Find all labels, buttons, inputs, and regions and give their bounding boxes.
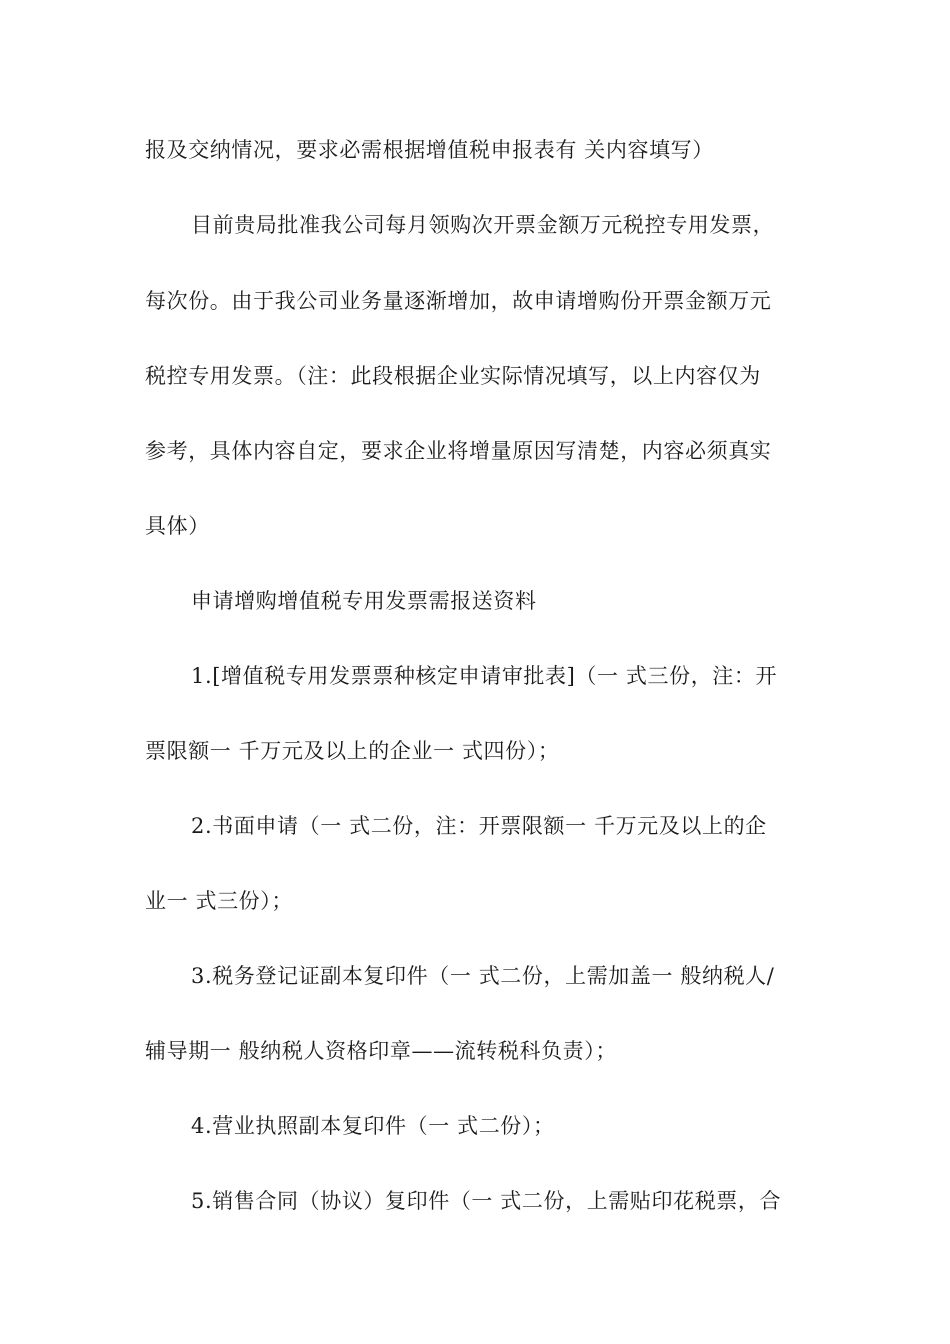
list-item-4: 4.营业执照副本复印件（一 式二份）； (191, 1114, 555, 1138)
text-line-4: 税控专用发票。（注：此段根据企业实际情况填写，以上内容仅为 (145, 364, 761, 388)
list-item-1-line-2: 票限额一 千万元及以上的企业一 式四份）； (145, 739, 560, 763)
text-line-3: 每次份。由于我公司业务量逐渐增加，故申请增购份开票金额万元 (145, 289, 772, 313)
list-item-3-line-2: 辅导期一 般纳税人资格印章——流转税科负责）； (145, 1039, 617, 1063)
text-line-1: 报及交纳情况，要求必需根据增值税申报表有 关内容填写） (145, 138, 714, 162)
list-item-3-line-1: 3.税务登记证副本复印件（一 式二份，上需加盖一 般纳税人/ (191, 964, 775, 988)
text-line-6: 具体） (145, 514, 210, 538)
section-heading: 申请增购增值税专用发票需报送资料 (191, 589, 537, 613)
list-item-5-line-1: 5.销售合同（协议）复印件（一 式二份，上需贴印花税票，合 (191, 1189, 782, 1213)
text-line-5: 参考，具体内容自定，要求企业将增量原因写清楚，内容必须真实 (145, 439, 772, 463)
text-line-2: 目前贵局批准我公司每月领购次开票金额万元税控专用发票， (191, 213, 775, 237)
list-item-1-line-1: 1.[增值税专用发票票种核定申请审批表]（一 式三份，注：开 (191, 664, 778, 688)
list-item-2-line-1: 2.书面申请（一 式二份，注：开票限额一 千万元及以上的企 (191, 814, 767, 838)
list-item-2-line-2: 业一 式三份）； (145, 889, 293, 913)
